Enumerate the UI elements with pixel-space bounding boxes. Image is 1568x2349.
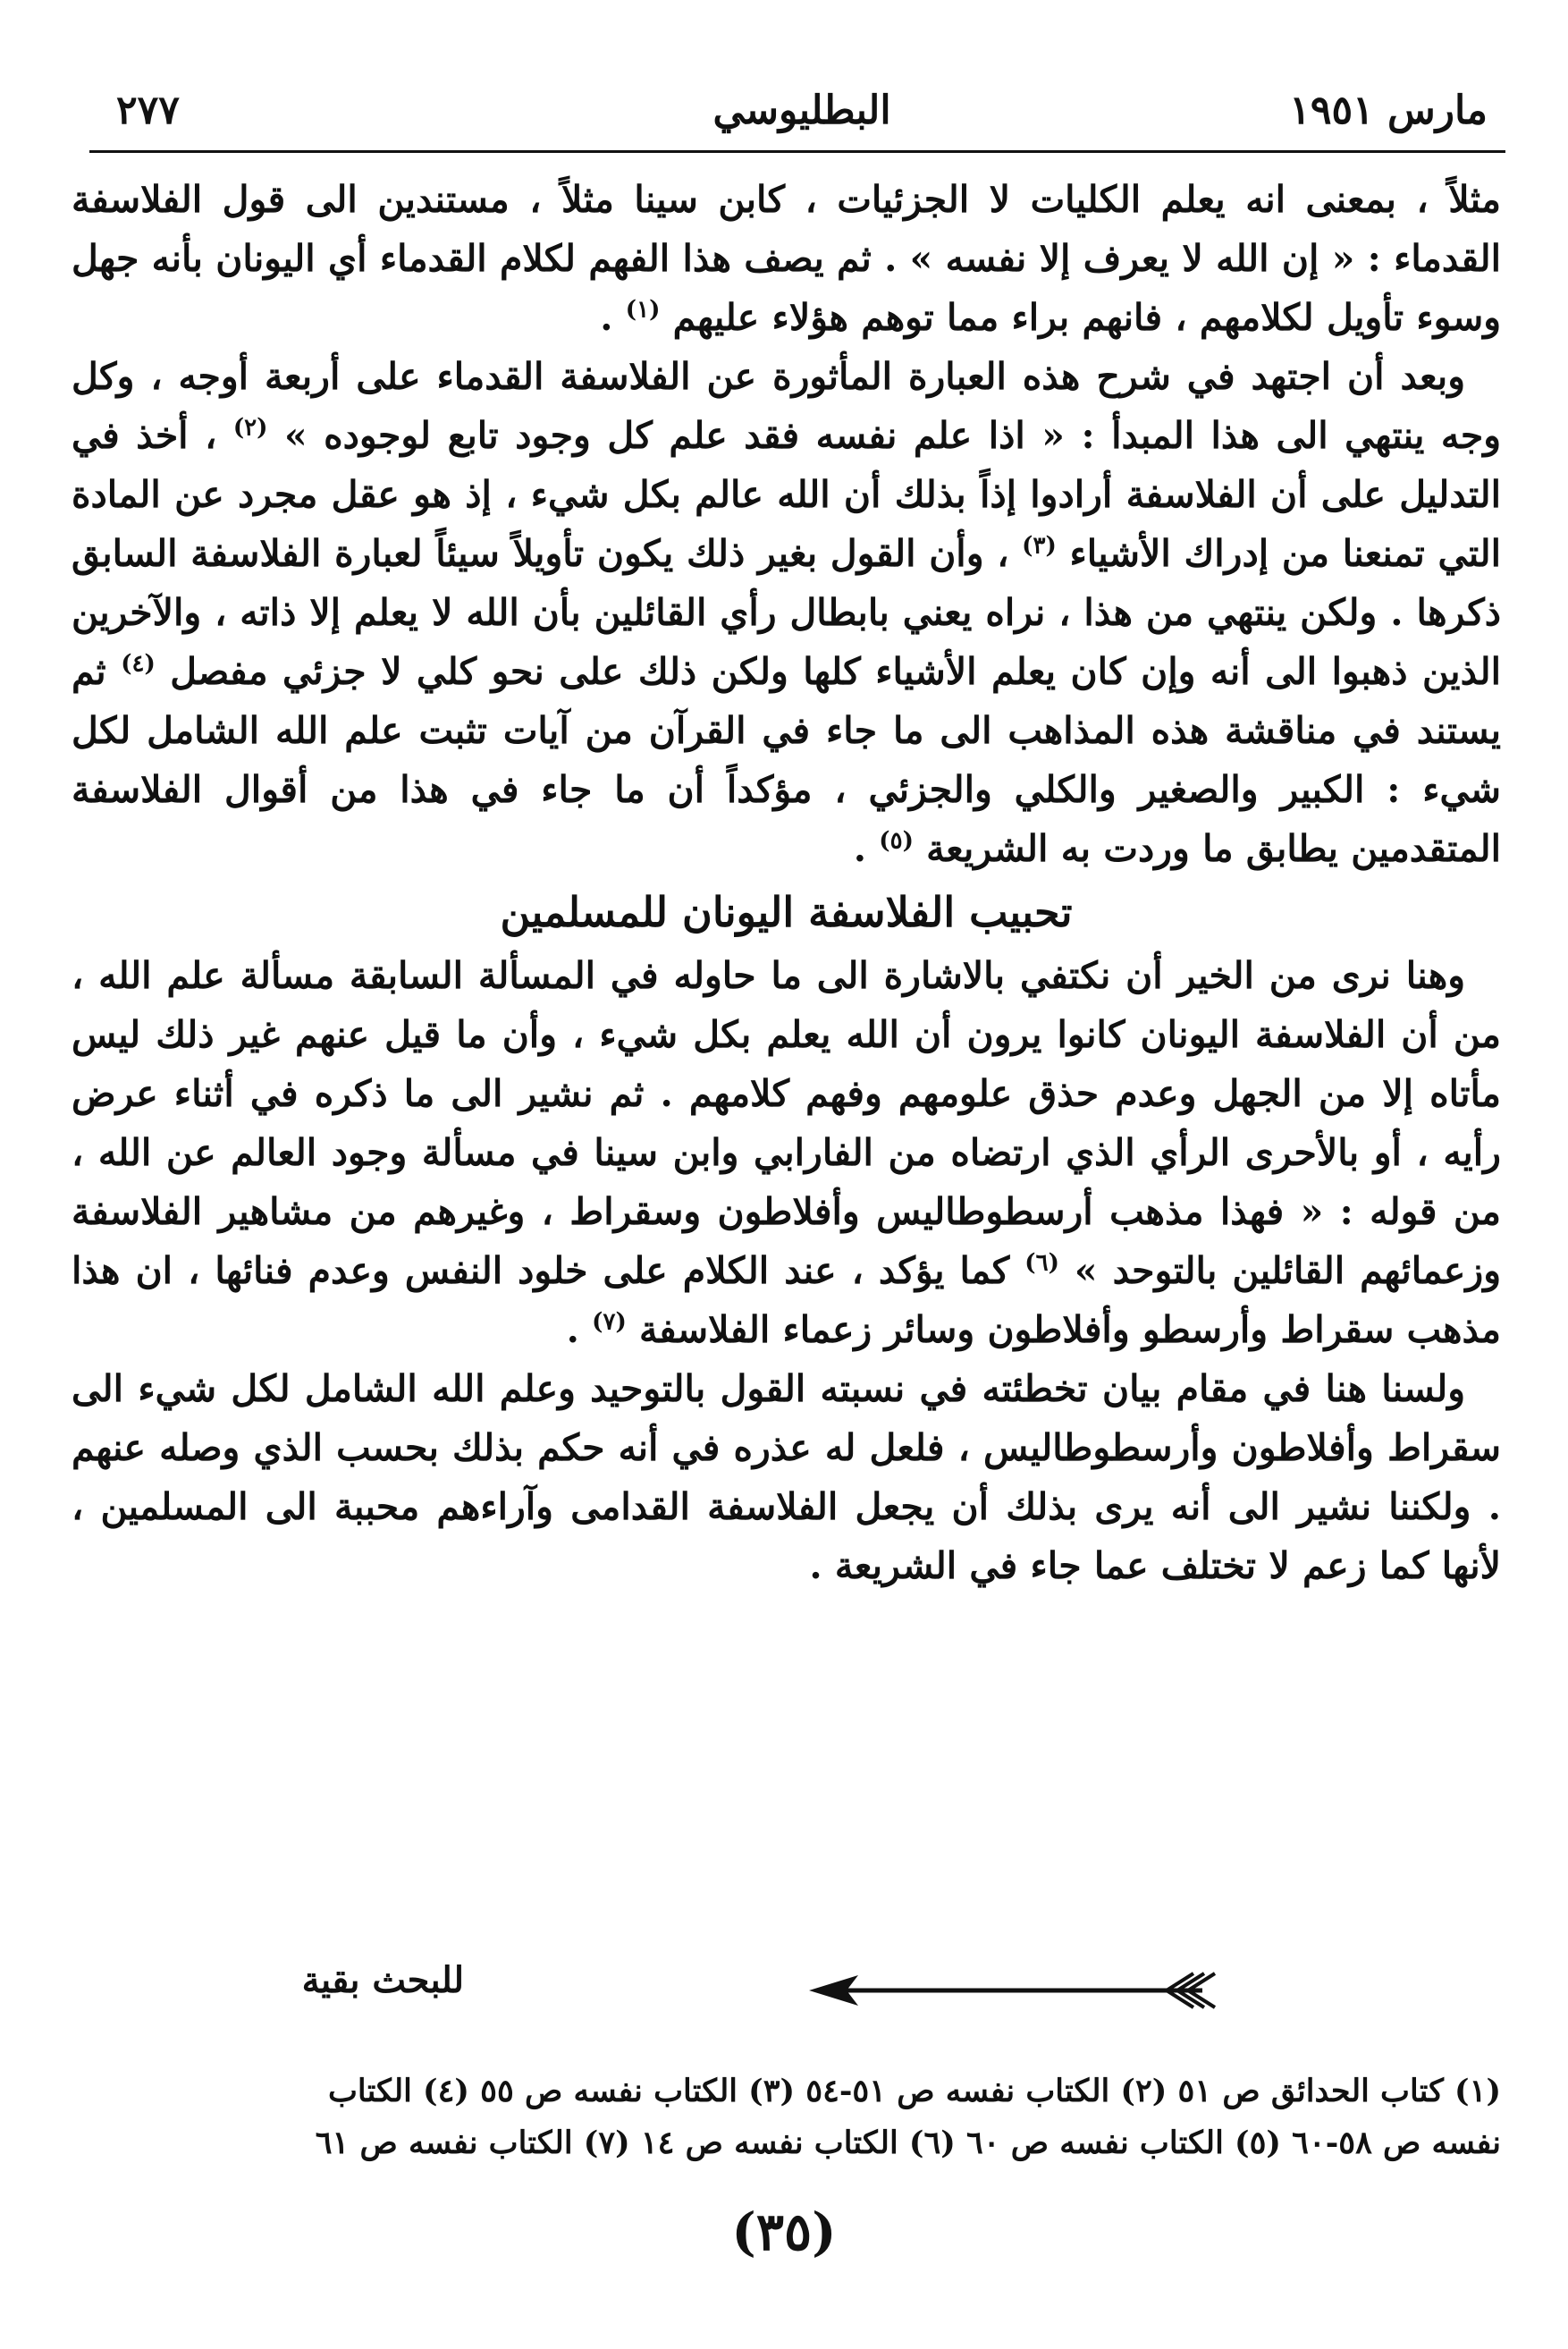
paragraph-1: مثلاً ، بمعنى انه يعلم الكليات لا الجزئيات ، كابن سينا مثلاً ، مستندين الى قول الفلاسفة القدماء : « إن الله لا يعرف إلا نفسه » . ثم يصف هذا الفهم لكلام القدماء أي اليونان بأنه جهل وسوء تأويل لكلامهم ، فانهم براء مما توهم هؤلاء عليهم $^{(١)}$ .	[72, 178, 1501, 339]
running-header	[116, 79, 1488, 141]
footnote-ref-3: (٣)	[1022, 532, 1057, 560]
paragraph-2: وبعد أن اجتهد في شرح هذه العبارة المأثورة عن الفلاسفة القدماء على أربعة أوجه ، وكل وجه ينتهي الى هذا المبدأ : « اذا علم نفسه فقد علم كل وجود تابع لوجوده » $^{(٢)}$ ، أخذ في التدليل على أن الفلاسفة أرادوا إذاً بذلك أن الله عالم بكل شيء ، إذ هو عقل مجرد عن المادة التي تمنعنا من إدراك الأشياء $^{(٣)}$ ، وأن القول بغير ذلك يكون تأويلاً سيئاً لعبارة الفلاسفة السابق ذكرها . ولكن ينتهي من هذا ، نراه يعني بابطال رأي القائلين بأن الله لا يعلم إلا ذاته ، والآخرين الذين ذهبوا الى أنه وإن كان يعلم الأشياء كلها ولكن ذلك على نحو كلي لا جزئي مفصل $^{(٤)}$ ثم يستند في مناقشة هذه المذاهب الى ما جاء في القرآن من آيات تثبت علم الله الشامل لكل شيء : الكبير والصغير والكلي والجزئي ، مؤكداً أن ما جاء في هذا من أقوال الفلاسفة المتقدمين يطابق ما وردت به الشريعة $^{(٥)}$ .	[72, 355, 1502, 870]
header-rule	[89, 150, 1505, 153]
page-number: (٣٥)	[731, 2201, 837, 2262]
footnote-ref-4: (٤)	[121, 650, 156, 678]
to-be-continued-label: للبحث بقية	[301, 1959, 464, 2001]
paragraph-3: وهنا نرى من الخير أن نكتفي بالاشارة الى ما حاوله في المسألة السابقة مسألة علم الله ، من أن الفلاسفة اليونان كانوا يرون أن الله يعلم بكل شيء ، وأن ما قيل عنهم غير ذلك ليس مأتاه إلا من الجهل وعدم حذق علومهم وفهم كلامهم . ثم نشير الى ما ذكره في أثناء عرض رأيه ، أو بالأحرى الرأي الذي ارتضاه من الفارابي وابن سينا في مسألة وجود العالم عن الله ، من قوله : « فهذا مذهب أرسطوطاليس وأفلاطون وسقراط ، وغيرهم من مشاهير الفلاسفة وزعمائهم القائلين بالتوحد » $^{(٦)}$ كما يؤكد ، عند الكلام على خلود النفس وعدم فنائها ، ان هذا مذهب سقراط وأرسطو وأفلاطون وسائر زعماء الفلاسفة $^{(٧)}$ .	[72, 954, 1501, 1351]
footnote-ref-6: (٦)	[1024, 1249, 1059, 1277]
section-heading: تحبيب الفلاسفة اليونان للمسلمين	[500, 888, 1073, 936]
paragraph-4: ولسنا هنا في مقام بيان تخطئته في نسبته القول بالتوحيد وعلم الله الشامل لكل شيء الى سقراط وأفلاطون وأرسطوطاليس ، فلعل له عذره في أنه حكم بذلك بحسب الذي وصله عنهم . ولكننا نشير الى أنه يرى بذلك أن يجعل الفلاسفة القدامى وآراءهم محببة الى المسلمين ، لأنها كما زعم لا تختلف عما جاء في الشريعة .	[72, 1367, 1501, 1587]
header-date: مارس ١٩٥١	[1289, 87, 1488, 133]
footnotes	[72, 2066, 1501, 2169]
header-journal-title: البطليوسي	[712, 87, 891, 133]
article-body	[72, 170, 1501, 1595]
footnote-line-1: (١) كتاب الحدائق ص ٥١ (٢) الكتاب نفسه ص ٥١-٥٤ (٣) الكتاب نفسه ص ٥٥ (٤) الكتاب	[327, 2073, 1501, 2109]
header-page-number: ٢٧٧	[116, 87, 180, 133]
footnote-ref-7: (٧)	[592, 1308, 627, 1336]
footnote-line-2: نفسه ص ٥٨-٦٠ (٥) الكتاب نفسه ص ٦٠ (٦) الكتاب نفسه ص ١٤ (٧) الكتاب نفسه ص ٦١	[315, 2125, 1501, 2161]
footnote-ref-2: (٢)	[232, 414, 268, 442]
continuation-marker	[72, 1954, 1501, 2025]
footnote-ref-5: (٥)	[879, 827, 914, 855]
arrow-icon	[809, 1968, 1220, 2013]
footnote-ref-1: (١)	[625, 296, 661, 324]
